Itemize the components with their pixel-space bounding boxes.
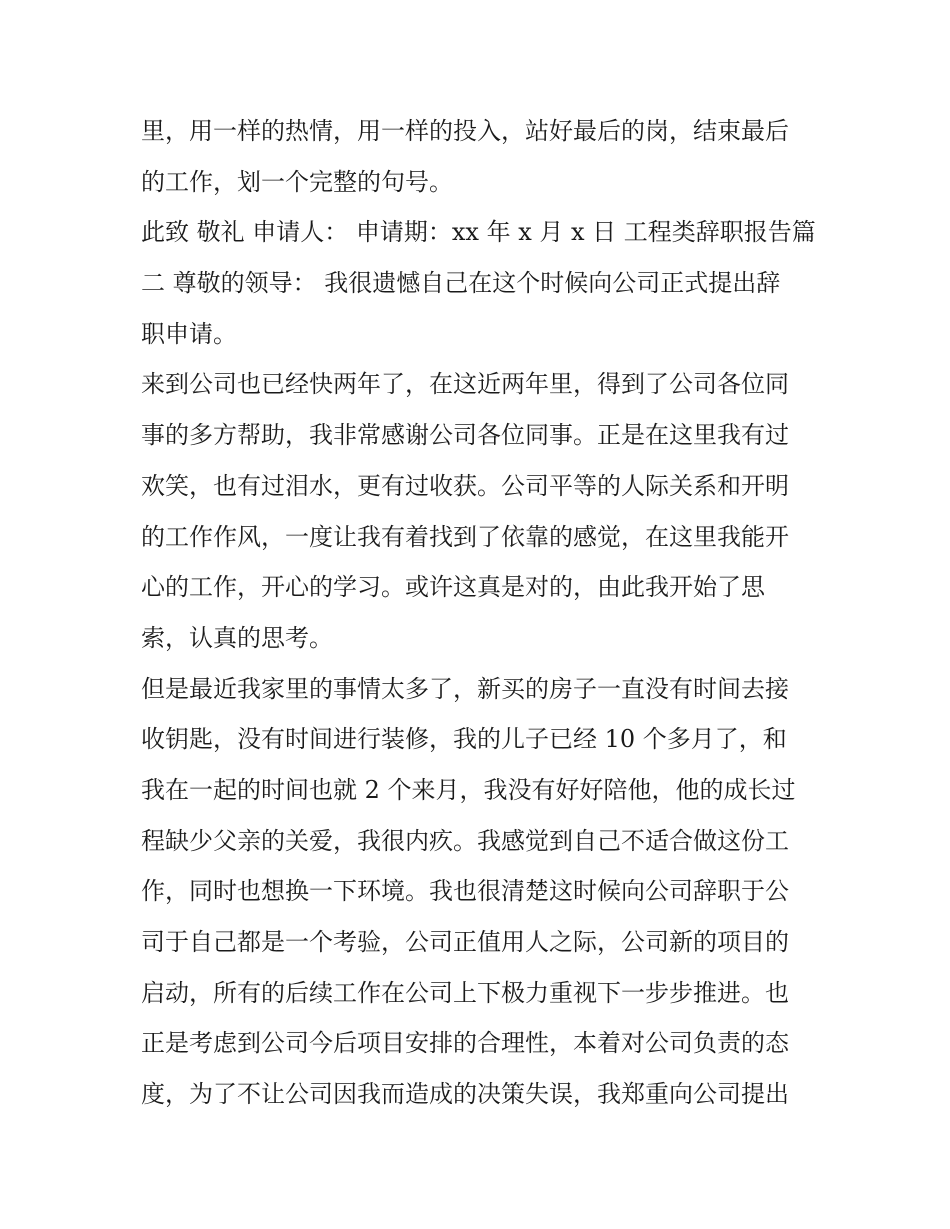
text-line: 此致 敬礼 申请人： 申请期：xx 年 x 月 x 日 工程类辞职报告篇 (141, 218, 816, 247)
text-line: 二 尊敬的领导： 我很遗憾自己在这个时候向公司正式提出辞 (141, 269, 781, 298)
text-line: 度，为了不让公司因我而造成的决策失误，我郑重向公司提出 (141, 1080, 789, 1109)
text-line: 职申请。 (141, 319, 237, 348)
text-line: 作，同时也想换一下环境。我也很清楚这时候向公司辞职于公 (141, 877, 789, 906)
text-line: 欢笑，也有过泪水，更有过收获。公司平等的人际关系和开明 (141, 471, 789, 500)
paragraph-closing-work (141, 106, 813, 207)
text-line: 程缺少父亲的关爱，我很内疚。我感觉到自己不适合做这份工 (141, 826, 789, 855)
paragraph-two-years (141, 359, 813, 663)
text-line: 我在一起的时间也就 2 个来月，我没有好好陪他，他的成长过 (141, 775, 796, 804)
text-line: 收钥匙，没有时间进行装修，我的儿子已经 10 个多月了，和 (141, 725, 787, 754)
text-line: 但是最近我家里的事情太多了，新买的房子一直没有时间去接 (141, 674, 789, 703)
text-line: 的工作作风，一度让我有着找到了依靠的感觉，在这里我能开 (141, 522, 789, 551)
text-line: 的工作，划一个完整的句号。 (141, 167, 453, 196)
paragraph-family-reasons (141, 664, 813, 1120)
paragraph-signature-and-heading (141, 207, 816, 359)
text-line: 司于自己都是一个考验，公司正值用人之际，公司新的项目的 (141, 928, 789, 956)
text-line: 来到公司也已经快两年了，在这近两年里，得到了公司各位同 (141, 370, 789, 399)
text-line: 正是考虑到公司今后项目安排的合理性，本着对公司负责的态 (141, 1029, 789, 1058)
resignation-letter-body (141, 106, 816, 1120)
text-line: 心的工作，开心的学习。或许这真是对的，由此我开始了思 (141, 573, 765, 602)
text-line: 事的多方帮助，我非常感谢公司各位同事。正是在这里我有过 (141, 421, 789, 450)
text-line: 索，认真的思考。 (141, 623, 333, 652)
text-line: 启动，所有的后续工作在公司上下极力重视下一步步推进。也 (141, 978, 789, 1007)
text-line: 里，用一样的热情，用一样的投入，站好最后的岗，结束最后 (141, 117, 789, 145)
